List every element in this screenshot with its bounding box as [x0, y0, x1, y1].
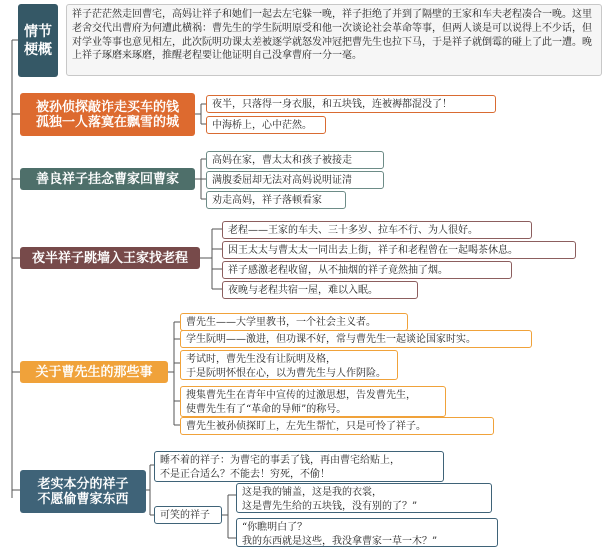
- branch-5-item-1: 睡不着的祥子：为曹宅的事丢了钱，再由曹宅给贴上， 不是正合适么？不能去！穷死，不偷！: [154, 451, 444, 482]
- branch-4-item-2: 学生阮明——激进，但功课不好，常与曹先生一起谈论国家时实。: [180, 330, 532, 348]
- branch-5-item-2: 可笑的祥子: [154, 506, 222, 524]
- branch-3-item-2: 因王太太与曹太太一同出去上街，祥子和老程曾在一起喝茶休息。: [222, 241, 576, 259]
- branch-4-item-4: 搜集曹先生在青年中宣传的过激思想，告发曹先生， 使曹先生有了“革命的导师”的称号。: [180, 386, 446, 417]
- branch-1-item-2: 中海桥上，心中茫然。: [206, 116, 326, 134]
- branch-2-item-3: 劝走高妈，祥子落顿看家: [206, 191, 346, 209]
- branch-4-item-5: 曹先生被孙侦探盯上，左先生帮忙，只是可怜了祥子。: [180, 417, 494, 435]
- branch-3-topic: 夜半祥子跳墙入王家找老程: [20, 247, 200, 269]
- summary-topic-line2: 梗概: [24, 41, 52, 58]
- branch-3-item-1: 老程——王家的车夫、三十多岁、拉车不行、为人很好。: [222, 221, 532, 239]
- branch-2-item-1: 高妈在家，曹太太和孩子被接走: [206, 151, 384, 169]
- branch-3-item-3: 祥子感激老程收留，从不抽烟的祥子竟然抽了烟。: [222, 261, 512, 279]
- branch-2-item-2: 满腹委屈却无法对高妈说明证清: [206, 171, 384, 189]
- branch-4-item-3: 考试时，曹先生没有让阮明及格， 于是阮明怀恨在心，以为曹先生与人作阴险。: [180, 350, 398, 380]
- branch-4-item-1: 曹先生——大学里教书，一个社会主义者。: [180, 313, 408, 331]
- branch-5-subitem-2: “你瞧明白了？ 我的东西就是这些，我没拿曹家一草一木？”: [236, 518, 498, 547]
- branch-2-topic: 善良祥子挂念曹家回曹家: [20, 168, 195, 190]
- branch-5-subitem-1: 这是我的铺盖，这是我的衣裳， 这是曹先生给的五块钱，没有别的了？”: [236, 483, 492, 513]
- branch-1-topic: 被孙侦探敲诈走买车的钱 孤独一人落寞在飘雪的城: [20, 93, 195, 136]
- summary-topic: [18, 4, 58, 77]
- branch-1-item-1: 夜半，只落得一身衣服，和五块钱，连被褥都混没了！: [206, 95, 496, 113]
- branch-3-item-4: 夜晚与老程共宿一屋，难以入眠。: [222, 281, 418, 299]
- branch-4-topic: 关于曹先生的那些事: [20, 361, 168, 383]
- summary-text: 祥子茫茫然走回曹宅，高妈让祥子和她们一起去左宅躲一晚，祥子拒绝了并到了隔壁的王家和车夫老程凑合一晚。这里老舍交代出曹府为何遭此横祸：曹先生的学生阮明原受和他一次谈论社会革命等事，但两人谈是可以说得上不少话，但对学业等事也意见相左，此次阮明功课太差被逐学就怒发冲冠把曹先生也拉下马，于是祥子就倒霉的碰上了此一遭。晚上祥子琢磨来琢磨，推醒老程要让他证明自己没拿曹府一分一毫。: [66, 4, 602, 76]
- branch-5-topic: 老实本分的祥子 不愿偷曹家东西: [20, 470, 146, 513]
- summary-topic-line1: 情节: [24, 23, 52, 40]
